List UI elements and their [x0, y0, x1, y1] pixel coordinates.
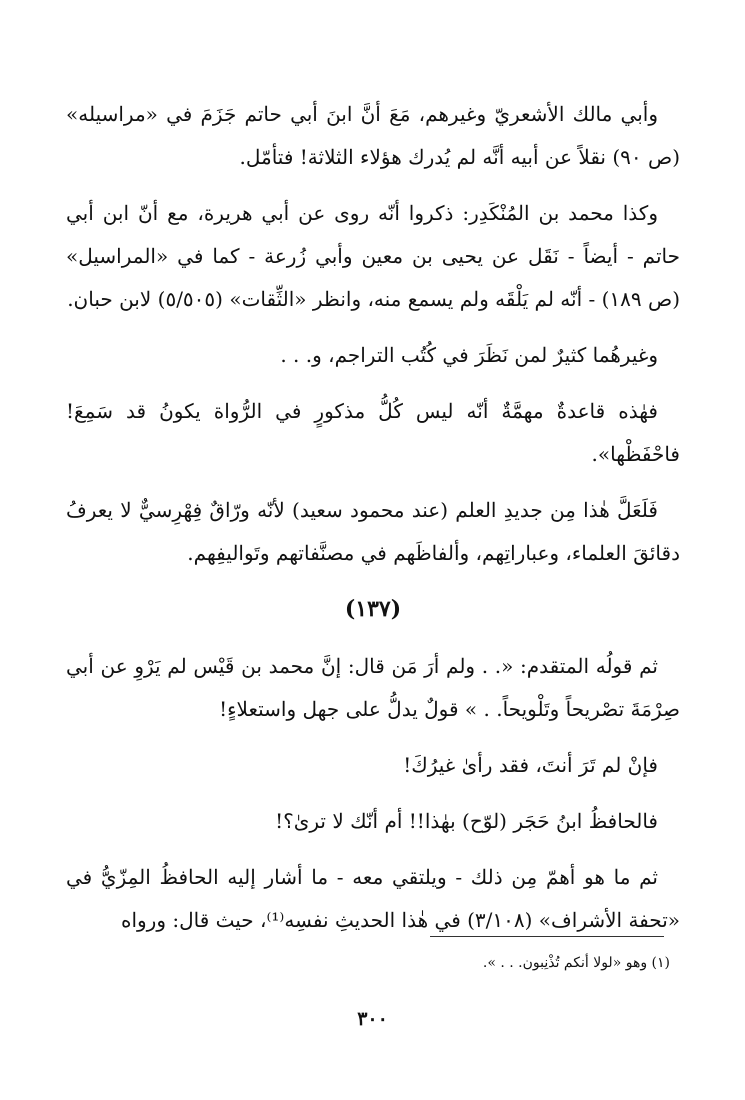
paragraph-8: فالحافظُ ابنُ حَجَر (لوّح) بهٰذا!! أم أنّك لا ترىٰ؟!	[275, 809, 658, 833]
footnote-divider	[430, 936, 664, 937]
main-text	[66, 93, 680, 942]
paragraph-7: فإنْ لم تَرَ أنتَ، فقد رأىٰ غيرُكَ!	[403, 753, 658, 777]
footnote: (١) وهو «لولا أنكم تُذْنِبون. . . ».	[482, 955, 670, 971]
section-heading: (١٣٧)	[344, 596, 402, 622]
paragraph-3: وغيرهُما كثيرٌ لمن نَظَرَ في كُتُب التراجم، و. . .	[280, 343, 658, 367]
page-number: ٣٠٠	[357, 1008, 388, 1030]
paragraph-1: وأبي مالك الأشعريّ وغيرهم، مَعَ أنَّ ابنَ أبي حاتم جَزَمَ في «مراسيله» (ص ٩٠) نقلاً عن أبيه أنَّه لم يُدرك هؤلاء الثلاثة! فتأمّل.	[66, 102, 680, 169]
paragraph-6: ثم قولُه المتقدم: «. . ولم أرَ مَن قال: إنَّ محمد بن قَيْس لم يَرْوِ عن أبي صِرْمَةَ تصْريحاً وتَلْويحاً. . » قولٌ يدلُّ على جهل واستعلاءٍ!	[66, 654, 680, 721]
paragraph-9: ثم ما هو أهمّ مِن ذلك - ويلتقي معه - ما أشار إليه الحافظُ المِزّيُّ في «تحفة الأشراف» (٣/١٠٨) في هٰذا الحديثِ نفسِه⁽¹⁾، حيث قال: ورواه	[66, 865, 680, 932]
paragraph-4: فهٰذه قاعدةٌ مهمَّةٌ أنّه ليس كُلُّ مذكورٍ في الرُّواة يكونُ قد سَمِعَ! فاحْفَظْها».	[66, 399, 680, 466]
paragraph-2: وكذا محمد بن المُنْكَدِر: ذكروا أنّه روى عن أبي هريرة، مع أنّ ابن أبي حاتم - أيضاً - نَقَل عن يحيى بن معين وأبي زُرعة - كما في «المراسيل» (ص ١٨٩) - أنّه لم يَلْقَه ولم يسمع منه، وانظر «الثِّقات» (٥/٥٠٥) لابن حبان.	[66, 201, 680, 311]
paragraph-5: فَلَعَلَّ هٰذا مِن جديدِ العلم (عند محمود سعيد) لأنّه ورّاقٌ فِهْرِسيٌّ لا يعرفُ دقائقَ العلماء، وعباراتِهم، وألفاظَهم في مصنَّفاتهم وتَواليفِهم.	[66, 498, 680, 565]
